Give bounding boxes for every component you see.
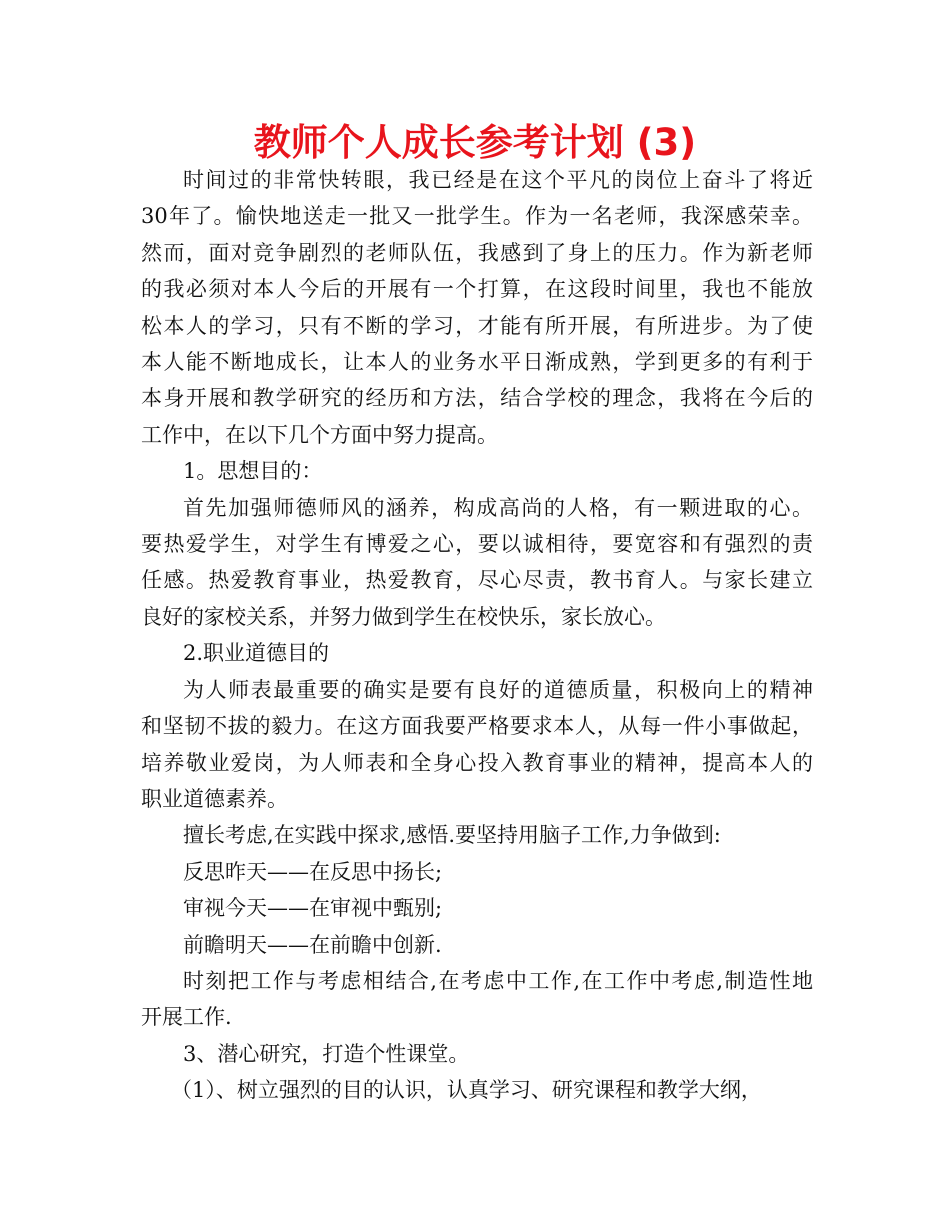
document-title: 教师个人成长参考计划 (3) — [253, 121, 697, 164]
document-body — [141, 162, 813, 1109]
text-line: 30年了。愉快地送走一批又一批学生。作为一名老师，我深感荣幸。 — [141, 204, 813, 229]
paragraph-combine-work — [141, 963, 813, 1036]
paragraph-ethics — [141, 672, 813, 818]
text-line: 任感。热爱教育事业，热爱教育，尽心尽责，教书育人。与家长建立 — [141, 568, 813, 593]
paragraph-reflect-yesterday — [141, 854, 813, 890]
text-line: 2.职业道德目的 — [183, 641, 330, 666]
paragraph-ideology — [141, 490, 813, 636]
text-line: 审视今天——在审视中甄别; — [183, 896, 443, 921]
section-heading-2 — [141, 635, 813, 671]
text-line: 的我必须对本人今后的开展有一个打算，在这段时间里，我也不能放 — [141, 277, 813, 302]
text-line: 良好的家校关系，并努力做到学生在校快乐，家长放心。 — [141, 604, 666, 629]
text-line: 3、潜心研究，打造个性课堂。 — [183, 1041, 470, 1066]
text-line: 松本人的学习，只有不断的学习，才能有所开展，有所进步。为了使 — [141, 313, 813, 338]
text-line: 时间过的非常快转眼，我已经是在这个平凡的岗位上奋斗了将近 — [183, 168, 813, 192]
text-line: 工作中，在以下几个方面中努力提高。 — [141, 422, 498, 447]
paragraph-look-tomorrow — [141, 927, 813, 963]
paragraph-review-today — [141, 890, 813, 926]
text-line: 为人师表最重要的确实是要有良好的道德质量，积极向上的精神 — [183, 677, 813, 702]
section-heading-3 — [141, 1036, 813, 1072]
text-line: 培养敬业爱岗，为人师表和全身心投入教育事业的精神，提高本人的 — [141, 750, 813, 775]
paragraph-reflect-intro — [141, 817, 813, 853]
text-line: 本身开展和教学研究的经历和方法，结合学校的理念，我将在今后的 — [141, 386, 813, 411]
text-line: 首先加强师德师风的涵养，构成高尚的人格，有一颗进取的心。 — [183, 495, 813, 520]
text-line: （1）、树立强烈的目的认识，认真学习、研究课程和教学大纲， — [171, 1078, 762, 1103]
text-line: 擅长考虑,在实践中探求,感悟.要坚持用脑子工作,力争做到: — [183, 823, 721, 848]
text-line: 职业道德素养。 — [141, 786, 288, 811]
text-line: 时刻把工作与考虑相结合,在考虑中工作,在工作中考虑,制造性地 — [183, 968, 813, 993]
paragraph-intro — [141, 162, 813, 453]
paragraph-subpoint-1 — [141, 1072, 813, 1108]
text-line: 要热爱学生，对学生有博爱之心，要以诚相待，要宽容和有强烈的责 — [141, 532, 813, 557]
text-line: 前瞻明天——在前瞻中创新. — [183, 932, 442, 957]
text-line: 1。思想目的： — [183, 459, 323, 484]
text-line: 然而，面对竞争剧烈的老师队伍，我感到了身上的压力。作为新老师 — [141, 240, 813, 265]
section-heading-1 — [141, 453, 813, 489]
text-line: 本人能不断地成长，让本人的业务水平日渐成熟，学到更多的有利于 — [141, 350, 813, 375]
text-line: 开展工作. — [141, 1005, 232, 1030]
text-line: 和坚韧不拔的毅力。在这方面我要严格要求本人，从每一件小事做起， — [141, 714, 813, 739]
text-line: 反思昨天——在反思中扬长; — [183, 859, 443, 884]
